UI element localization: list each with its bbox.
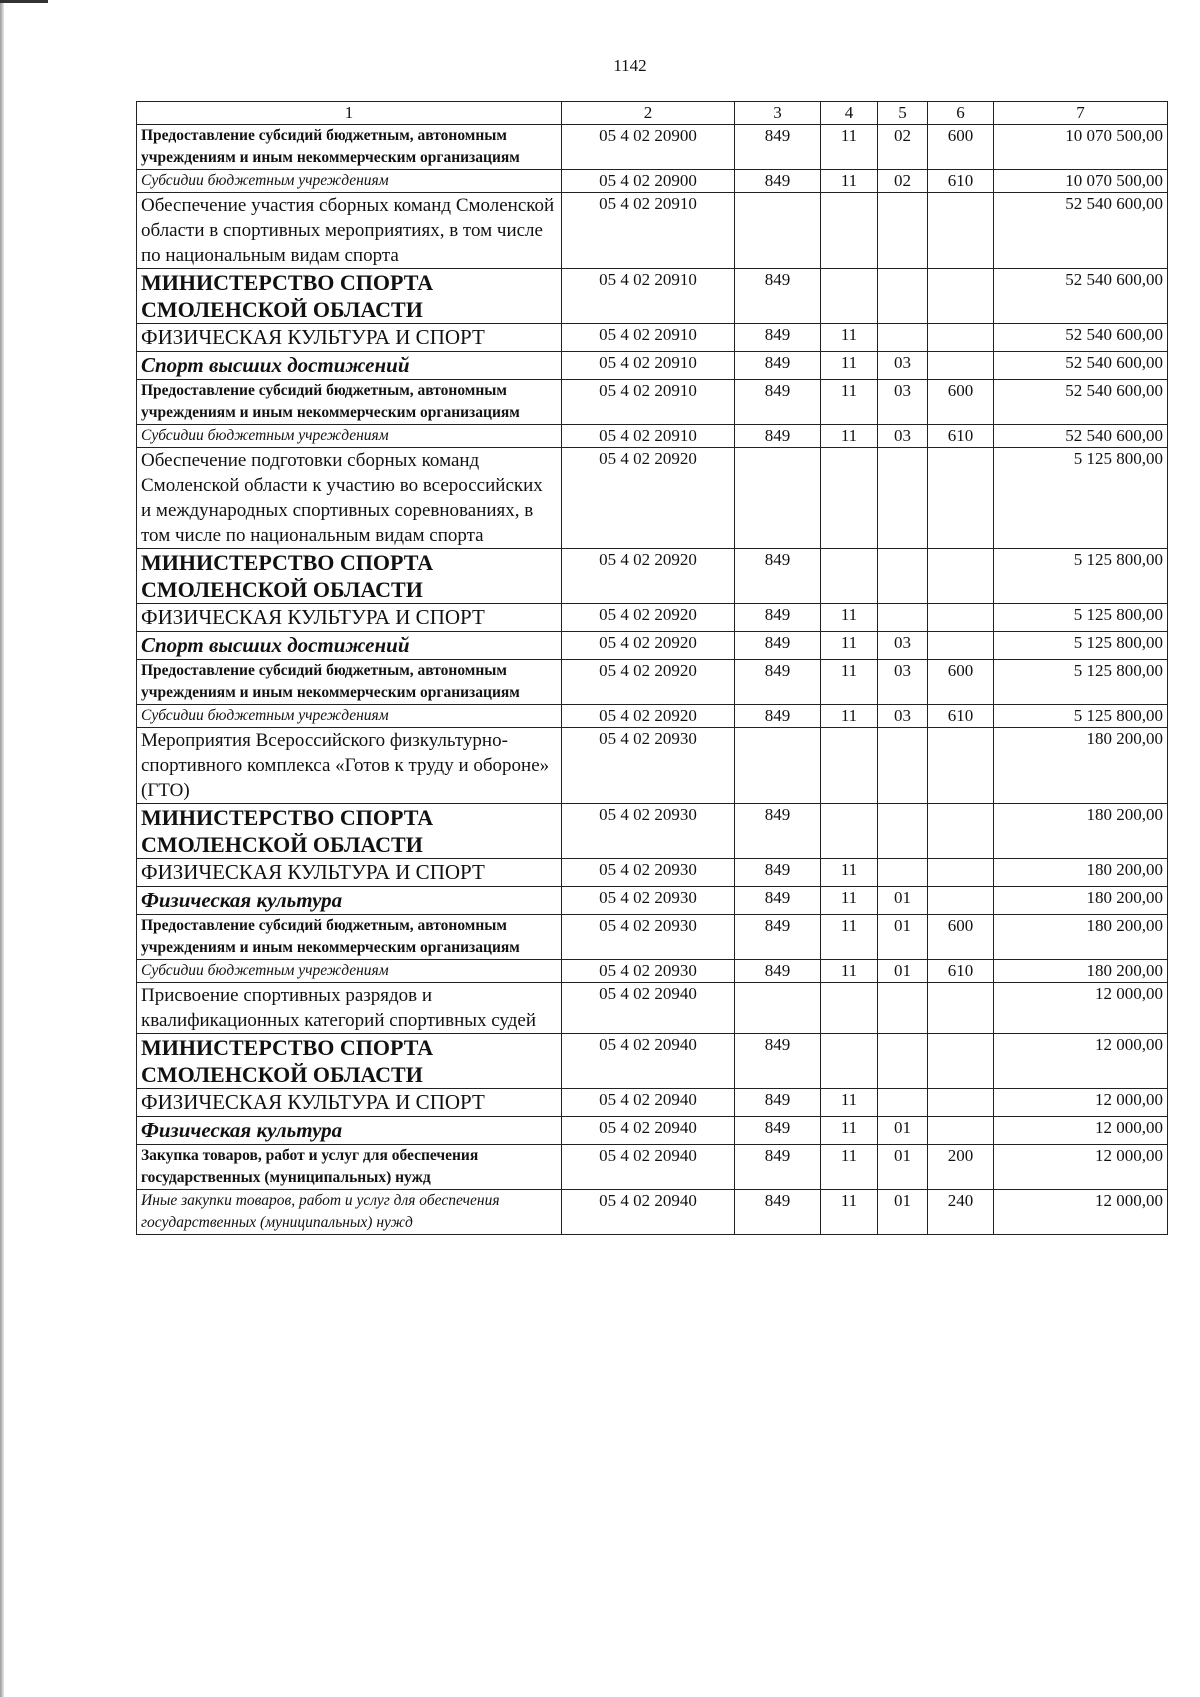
row-ved-cell: 849 [735,915,821,960]
row-expense-type-cell [928,269,994,324]
row-section-cell: 11 [821,324,878,352]
row-expense-type-cell [928,604,994,632]
row-ved-cell: 849 [735,380,821,425]
table-row [137,269,1168,324]
row-subsection-cell: 01 [878,887,928,915]
row-subsection-cell [878,604,928,632]
row-amount-cell: 5 125 800,00 [994,604,1168,632]
row-name-cell: Спорт высших достижений [137,352,562,380]
row-code-cell: 05 4 02 20940 [562,983,735,1034]
row-code-cell: 05 4 02 20910 [562,193,735,269]
row-name-cell: Иные закупки товаров, работ и услуг для обеспечения государственных (муниципальных) нужд [137,1190,562,1235]
row-amount-cell: 52 540 600,00 [994,324,1168,352]
row-expense-type-cell [928,324,994,352]
row-subsection-cell [878,549,928,604]
row-section-cell [821,728,878,804]
row-subsection-cell [878,193,928,269]
row-section-cell: 11 [821,632,878,660]
row-section-cell: 11 [821,170,878,193]
row-subsection-cell: 01 [878,1117,928,1145]
row-name-cell: Физическая культура [137,887,562,915]
row-amount-cell: 5 125 800,00 [994,448,1168,549]
row-section-cell [821,983,878,1034]
row-section-cell: 11 [821,915,878,960]
row-code-cell: 05 4 02 20900 [562,170,735,193]
row-name-cell: МИНИСТЕРСТВО СПОРТА СМОЛЕНСКОЙ ОБЛАСТИ [137,269,562,324]
row-expense-type-cell [928,859,994,887]
row-ved-cell: 849 [735,960,821,983]
row-ved-cell: 849 [735,170,821,193]
row-code-cell: 05 4 02 20920 [562,604,735,632]
row-name-cell: Субсидии бюджетным учреждениям [137,960,562,983]
row-expense-type-cell [928,1089,994,1117]
row-amount-cell: 180 200,00 [994,915,1168,960]
row-amount-cell: 12 000,00 [994,1145,1168,1190]
table-row [137,352,1168,380]
scan-edge-top [0,0,48,3]
row-ved-cell: 849 [735,1117,821,1145]
row-expense-type-cell: 610 [928,425,994,448]
row-code-cell: 05 4 02 20930 [562,887,735,915]
page-number: 1142 [613,56,647,75]
row-expense-type-cell [928,887,994,915]
row-name-cell: Обеспечение участия сборных команд Смоленской области в спортивных мероприятиях, в том числе по национальным видам спорта [137,193,562,269]
row-subsection-cell: 03 [878,705,928,728]
row-ved-cell: 849 [735,352,821,380]
row-amount-cell: 180 200,00 [994,804,1168,859]
row-amount-cell: 52 540 600,00 [994,425,1168,448]
row-name-cell: Субсидии бюджетным учреждениям [137,170,562,193]
row-code-cell: 05 4 02 20920 [562,448,735,549]
table-row [137,960,1168,983]
row-subsection-cell: 01 [878,960,928,983]
row-ved-cell: 849 [735,660,821,705]
row-section-cell: 11 [821,660,878,705]
header-col-3: 3 [735,102,821,125]
row-expense-type-cell [928,983,994,1034]
row-name-cell: МИНИСТЕРСТВО СПОРТА СМОЛЕНСКОЙ ОБЛАСТИ [137,804,562,859]
row-code-cell: 05 4 02 20940 [562,1145,735,1190]
row-amount-cell: 52 540 600,00 [994,193,1168,269]
row-subsection-cell [878,1089,928,1117]
row-ved-cell: 849 [735,804,821,859]
row-subsection-cell: 03 [878,632,928,660]
table-row [137,193,1168,269]
row-amount-cell: 180 200,00 [994,887,1168,915]
row-code-cell: 05 4 02 20930 [562,804,735,859]
row-code-cell: 05 4 02 20930 [562,915,735,960]
row-code-cell: 05 4 02 20930 [562,859,735,887]
row-section-cell: 11 [821,352,878,380]
row-amount-cell: 10 070 500,00 [994,170,1168,193]
row-expense-type-cell: 600 [928,915,994,960]
row-code-cell: 05 4 02 20910 [562,425,735,448]
row-code-cell: 05 4 02 20920 [562,705,735,728]
table-row [137,705,1168,728]
row-ved-cell: 849 [735,549,821,604]
row-ved-cell: 849 [735,1089,821,1117]
row-amount-cell: 12 000,00 [994,1117,1168,1145]
row-code-cell: 05 4 02 20900 [562,125,735,170]
table-header-row [137,102,1168,125]
row-amount-cell: 12 000,00 [994,983,1168,1034]
row-code-cell: 05 4 02 20920 [562,632,735,660]
row-amount-cell: 12 000,00 [994,1089,1168,1117]
row-subsection-cell: 01 [878,1190,928,1235]
row-ved-cell: 849 [735,632,821,660]
row-name-cell: Предоставление субсидий бюджетным, автономным учреждениям и иным некоммерческим организациям [137,125,562,170]
table-body [137,102,1168,1235]
row-ved-cell: 849 [735,1034,821,1089]
row-ved-cell [735,193,821,269]
row-code-cell: 05 4 02 20910 [562,324,735,352]
row-name-cell: ФИЗИЧЕСКАЯ КУЛЬТУРА И СПОРТ [137,604,562,632]
row-section-cell: 11 [821,705,878,728]
row-amount-cell: 5 125 800,00 [994,660,1168,705]
table-row [137,1034,1168,1089]
row-name-cell: Субсидии бюджетным учреждениям [137,425,562,448]
table-row [137,728,1168,804]
row-section-cell: 11 [821,887,878,915]
table-row [137,1117,1168,1145]
row-code-cell: 05 4 02 20920 [562,660,735,705]
row-section-cell: 11 [821,1089,878,1117]
row-subsection-cell [878,804,928,859]
row-ved-cell [735,983,821,1034]
row-code-cell: 05 4 02 20940 [562,1190,735,1235]
row-amount-cell: 12 000,00 [994,1034,1168,1089]
table-row [137,324,1168,352]
header-col-2: 2 [562,102,735,125]
row-name-cell: Физическая культура [137,1117,562,1145]
row-section-cell: 11 [821,1117,878,1145]
row-ved-cell: 849 [735,324,821,352]
table-row [137,549,1168,604]
row-subsection-cell [878,324,928,352]
table-row [137,125,1168,170]
row-code-cell: 05 4 02 20930 [562,960,735,983]
row-amount-cell: 52 540 600,00 [994,352,1168,380]
row-ved-cell: 849 [735,705,821,728]
row-code-cell: 05 4 02 20910 [562,380,735,425]
row-section-cell [821,1034,878,1089]
row-subsection-cell [878,728,928,804]
row-amount-cell: 180 200,00 [994,728,1168,804]
row-code-cell: 05 4 02 20940 [562,1117,735,1145]
row-name-cell: Предоставление субсидий бюджетным, автономным учреждениям и иным некоммерческим организациям [137,915,562,960]
row-amount-cell: 5 125 800,00 [994,632,1168,660]
row-ved-cell: 849 [735,125,821,170]
header-col-5: 5 [878,102,928,125]
row-amount-cell: 10 070 500,00 [994,125,1168,170]
row-section-cell: 11 [821,380,878,425]
row-ved-cell: 849 [735,604,821,632]
row-ved-cell [735,728,821,804]
table-row [137,425,1168,448]
row-subsection-cell [878,859,928,887]
header-col-7: 7 [994,102,1168,125]
row-name-cell: Присвоение спортивных разрядов и квалификационных категорий спортивных судей [137,983,562,1034]
table-row [137,887,1168,915]
table-row [137,859,1168,887]
row-amount-cell: 5 125 800,00 [994,705,1168,728]
header-col-6: 6 [928,102,994,125]
row-amount-cell: 180 200,00 [994,859,1168,887]
row-amount-cell: 52 540 600,00 [994,380,1168,425]
row-ved-cell: 849 [735,1190,821,1235]
row-name-cell: Субсидии бюджетным учреждениям [137,705,562,728]
row-expense-type-cell [928,549,994,604]
row-amount-cell: 180 200,00 [994,960,1168,983]
row-name-cell: Предоставление субсидий бюджетным, автономным учреждениям и иным некоммерческим организациям [137,660,562,705]
row-subsection-cell [878,269,928,324]
table-row [137,448,1168,549]
scan-edge-left [0,0,4,1697]
row-code-cell: 05 4 02 20940 [562,1089,735,1117]
table-row [137,660,1168,705]
table-row [137,380,1168,425]
table-row [137,983,1168,1034]
row-code-cell: 05 4 02 20930 [562,728,735,804]
row-subsection-cell [878,983,928,1034]
row-section-cell: 11 [821,1145,878,1190]
row-name-cell: Предоставление субсидий бюджетным, автономным учреждениям и иным некоммерческим организациям [137,380,562,425]
table-row [137,604,1168,632]
row-expense-type-cell: 600 [928,125,994,170]
row-expense-type-cell: 200 [928,1145,994,1190]
row-subsection-cell: 02 [878,170,928,193]
row-expense-type-cell [928,448,994,549]
row-amount-cell: 5 125 800,00 [994,549,1168,604]
budget-table [136,101,1168,1235]
row-expense-type-cell: 610 [928,705,994,728]
row-expense-type-cell [928,193,994,269]
row-section-cell: 11 [821,859,878,887]
row-expense-type-cell [928,352,994,380]
row-expense-type-cell: 610 [928,170,994,193]
table-row [137,1190,1168,1235]
row-name-cell: МИНИСТЕРСТВО СПОРТА СМОЛЕНСКОЙ ОБЛАСТИ [137,1034,562,1089]
row-section-cell: 11 [821,1190,878,1235]
row-expense-type-cell [928,804,994,859]
row-subsection-cell [878,1034,928,1089]
row-name-cell: Закупка товаров, работ и услуг для обеспечения государственных (муниципальных) нужд [137,1145,562,1190]
row-expense-type-cell: 610 [928,960,994,983]
row-ved-cell [735,448,821,549]
row-subsection-cell: 03 [878,425,928,448]
row-expense-type-cell: 240 [928,1190,994,1235]
row-amount-cell: 12 000,00 [994,1190,1168,1235]
row-expense-type-cell [928,1117,994,1145]
row-section-cell [821,549,878,604]
row-name-cell: Обеспечение подготовки сборных команд Смоленской области к участию во всероссийских и международных спортивных соревнованиях, в том числе по национальным видам спорта [137,448,562,549]
row-ved-cell: 849 [735,425,821,448]
row-expense-type-cell [928,728,994,804]
row-subsection-cell: 03 [878,352,928,380]
header-col-1: 1 [137,102,562,125]
row-name-cell: Мероприятия Всероссийского физкультурно-спортивного комплекса «Готов к труду и обороне» (ГТО) [137,728,562,804]
row-name-cell: ФИЗИЧЕСКАЯ КУЛЬТУРА И СПОРТ [137,324,562,352]
row-subsection-cell: 02 [878,125,928,170]
row-code-cell: 05 4 02 20940 [562,1034,735,1089]
row-expense-type-cell: 600 [928,660,994,705]
row-name-cell: Спорт высших достижений [137,632,562,660]
row-section-cell: 11 [821,604,878,632]
row-section-cell: 11 [821,960,878,983]
row-name-cell: ФИЗИЧЕСКАЯ КУЛЬТУРА И СПОРТ [137,1089,562,1117]
row-name-cell: МИНИСТЕРСТВО СПОРТА СМОЛЕНСКОЙ ОБЛАСТИ [137,549,562,604]
row-expense-type-cell [928,632,994,660]
row-ved-cell: 849 [735,887,821,915]
row-section-cell [821,804,878,859]
row-subsection-cell: 03 [878,380,928,425]
row-expense-type-cell: 600 [928,380,994,425]
row-subsection-cell [878,448,928,549]
row-name-cell: ФИЗИЧЕСКАЯ КУЛЬТУРА И СПОРТ [137,859,562,887]
row-code-cell: 05 4 02 20910 [562,269,735,324]
row-code-cell: 05 4 02 20910 [562,352,735,380]
row-subsection-cell: 03 [878,660,928,705]
row-section-cell [821,269,878,324]
table-row [137,1089,1168,1117]
header-col-4: 4 [821,102,878,125]
row-ved-cell: 849 [735,859,821,887]
table-row [137,1145,1168,1190]
row-expense-type-cell [928,1034,994,1089]
row-section-cell [821,448,878,549]
table-row [137,804,1168,859]
row-section-cell [821,193,878,269]
row-ved-cell: 849 [735,1145,821,1190]
table-row [137,915,1168,960]
row-code-cell: 05 4 02 20920 [562,549,735,604]
row-amount-cell: 52 540 600,00 [994,269,1168,324]
row-subsection-cell: 01 [878,1145,928,1190]
row-ved-cell: 849 [735,269,821,324]
table-row [137,170,1168,193]
table-row [137,632,1168,660]
row-section-cell: 11 [821,425,878,448]
row-section-cell: 11 [821,125,878,170]
row-subsection-cell: 01 [878,915,928,960]
